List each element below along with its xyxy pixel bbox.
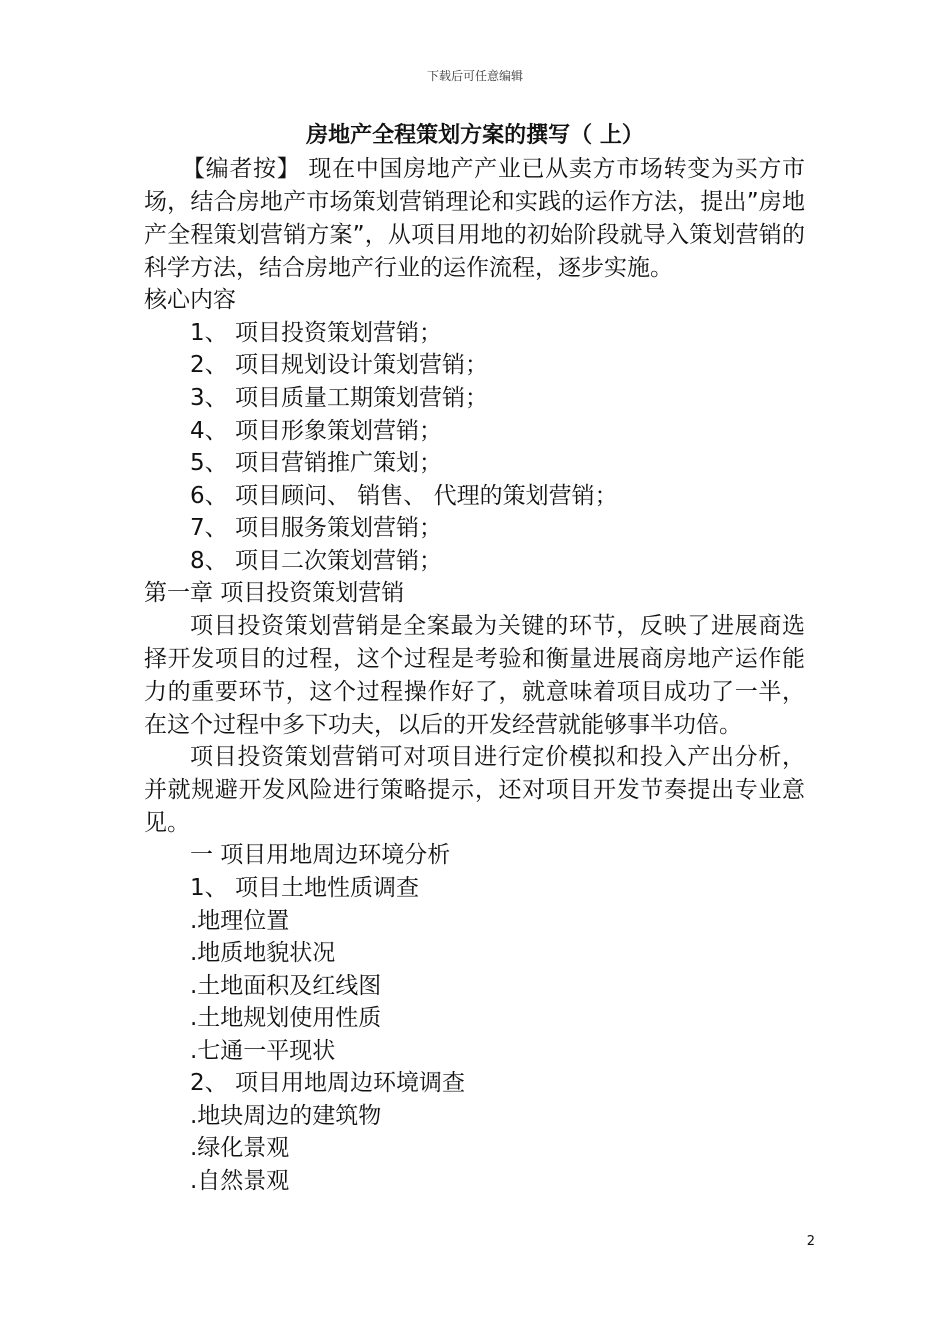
chapter-title: 第一章 项目投资策划营销 (144, 580, 405, 606)
paragraph-line: 力的重要环节，这个过程操作好了，就意味着项目成功了一半， (144, 679, 805, 705)
paragraph-line: 在这个过程中多下功夫，以后的开发经营就能够事半功倍。 (144, 712, 742, 738)
core-item: 2、 项目规划设计策划营销； (190, 352, 488, 378)
section-heading: 一 项目用地周边环境分析 (190, 842, 451, 868)
core-content-heading: 核心内容 (144, 287, 236, 313)
subsection-heading: 1、 项目土地性质调查 (190, 875, 419, 901)
core-item: 7、 项目服务策划营销； (190, 515, 442, 541)
bullet-item: .自然景观 (190, 1168, 290, 1194)
core-item: 5、 项目营销推广策划； (190, 450, 442, 476)
core-item: 1、 项目投资策划营销； (190, 320, 442, 346)
page-number: 2 (806, 1234, 815, 1249)
paragraph-line: 项目投资策划营销可对项目进行定价模拟和投入产出分析， (190, 744, 805, 770)
document-title: 房地产全程策划方案的撰写（ 上） (306, 123, 644, 148)
bullet-item: .地理位置 (190, 908, 290, 934)
bullet-item: .土地规划使用性质 (190, 1005, 382, 1031)
intro-line: 【编者按】 现在中国房地产产业已从卖方市场转变为买方市 (182, 156, 805, 182)
paragraph-line: 见。 (144, 810, 190, 836)
intro-line: 场，结合房地产市场策划营销理论和实践的运作方法，提出”房地 (144, 189, 805, 215)
download-note: 下载后可任意编辑 (426, 69, 523, 83)
bullet-item: .土地面积及红线图 (190, 973, 382, 999)
core-item: 8、 项目二次策划营销； (190, 548, 442, 574)
bullet-item: .地质地貌状况 (190, 940, 336, 966)
paragraph-line: 并就规避开发风险进行策略提示，还对项目开发节奏提出专业意 (144, 777, 805, 803)
subsection-heading: 2、 项目用地周边环境调查 (190, 1070, 465, 1096)
core-item: 6、 项目顾问、 销售、 代理的策划营销； (190, 483, 618, 509)
bullet-item: .地块周边的建筑物 (190, 1103, 382, 1129)
bullet-item: .绿化景观 (190, 1135, 290, 1161)
core-item: 4、 项目形象策划营销； (190, 418, 442, 444)
intro-line: 产全程策划营销方案”，从项目用地的初始阶段就导入策划营销的 (144, 222, 805, 248)
paragraph-line: 择开发项目的过程，这个过程是考验和衡量进展商房地产运作能 (144, 646, 805, 672)
core-item: 3、 项目质量工期策划营销； (190, 385, 488, 411)
intro-line: 科学方法，结合房地产行业的运作流程，逐步实施。 (144, 255, 673, 281)
paragraph-line: 项目投资策划营销是全案最为关键的环节，反映了进展商选 (190, 613, 805, 639)
bullet-item: .七通一平现状 (190, 1038, 336, 1064)
